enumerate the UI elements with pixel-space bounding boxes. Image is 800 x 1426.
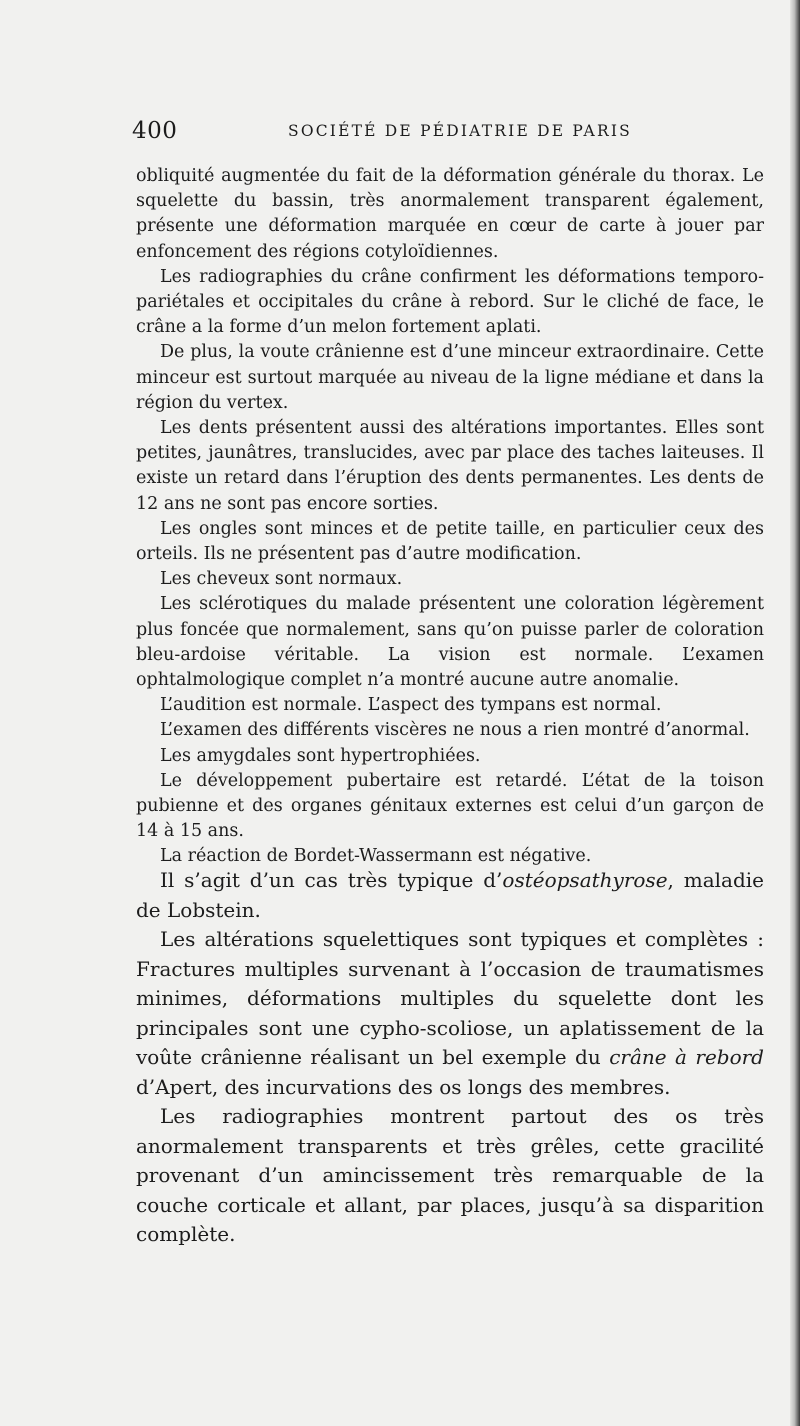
observation-paragraph-teeth: Les dents présentent aussi des altérations importantes. Elles sont petites, jaunâtres, translucides, avec par place des taches laiteuses. Il existe un retard dans l’éruption des dents permanentes. Les dents de 12 ans ne sont pas encore sorties.: [136, 418, 764, 514]
diagnosis-text-start: Il s’agit d’un cas très typique d’: [160, 868, 503, 892]
diagnosis-term: ostéopsathyrose: [502, 868, 668, 892]
observation-paragraph-skull-radiographs: Les radiographies du crâne confirment les déformations temporo-pariétales et occipitales du crâne à rebord. Sur le cliché de face, le crâne a la forme d’un melon fortement aplati.: [136, 266, 764, 338]
observation-paragraph-nails: Les ongles sont minces et de petite taille, en particulier ceux des orteils. Ils ne présentent pas d’autre modification.: [136, 518, 764, 565]
page-edge-shadow: [790, 0, 800, 1426]
observation-paragraph-puberty: Le développement pubertaire est retardé. L’état de la toison pubienne et des organes génitaux externes est celui d’un garçon de 14 à 15 ans.: [136, 770, 764, 842]
case-observation: [136, 164, 764, 870]
discussion-paragraph-radiographs: Les radiographies montrent partout des os très anormalement transparents et très grêles, cette gracilité provenant d’un amincissement très remarquable de la couche corticale et allant, par places, jusqu’à sa disparition complète.: [136, 1104, 764, 1246]
page-number: 400: [132, 118, 178, 144]
skeletal-text-start: Les altérations squelettiques sont typiques et complètes : Fractures multiples survenant à l’occasion de traumatismes minimes, déformations multiples du squelette dont les principales sont une cypho-scoliose, un aplatissement de la voûte crânienne réalisant un bel exemple du: [136, 927, 764, 1069]
discussion-paragraph-skeletal: [136, 925, 764, 1102]
diagnosis-text-end: , maladie de Lobstein.: [136, 868, 764, 922]
skeletal-text-end: d’Apert, des incurvations des os longs des membres.: [136, 1074, 671, 1099]
discussion-paragraph-diagnosis: [136, 866, 764, 925]
observation-paragraph-sclera: Les sclérotiques du malade présentent une coloration légèrement plus foncée que normalement, sans qu’on puisse parler de coloration bleu-ardoise véritable. La vision est normale. L’examen ophtalmologique complet n’a montré aucune autre anomalie.: [136, 594, 764, 691]
observation-paragraph-hair: Les cheveux sont normaux.: [160, 569, 403, 590]
observation-paragraph-serology: La réaction de Bordet-Wassermann est négative.: [160, 846, 592, 867]
observation-paragraph-viscera: L’examen des différents viscères ne nous a rien montré d’anormal.: [160, 720, 750, 741]
observation-paragraph-cranial-vault: De plus, la voute crânienne est d’une minceur extraordinaire. Cette minceur est surtout marquée au niveau de la ligne médiane et dans la région du vertex.: [136, 342, 764, 413]
running-title: SOCIÉTÉ DE PÉDIATRIE DE PARIS: [288, 122, 632, 140]
discussion: [136, 866, 764, 1250]
observation-paragraph-thorax-pelvis: obliquité augmentée du fait de la déformation générale du thorax. Le squelette du bassin, très anormalement transparent également, présente une déformation marquée en cœur de carte à jouer par enfoncement des régions cotyloïdiennes.: [136, 166, 764, 262]
observation-paragraph-tonsils: Les amygdales sont hypertrophiées.: [160, 745, 481, 766]
page-header: [132, 118, 764, 150]
skull-term: crâne à rebord: [609, 1045, 764, 1069]
observation-paragraph-hearing: L’audition est normale. L’aspect des tympans est normal.: [160, 695, 662, 716]
